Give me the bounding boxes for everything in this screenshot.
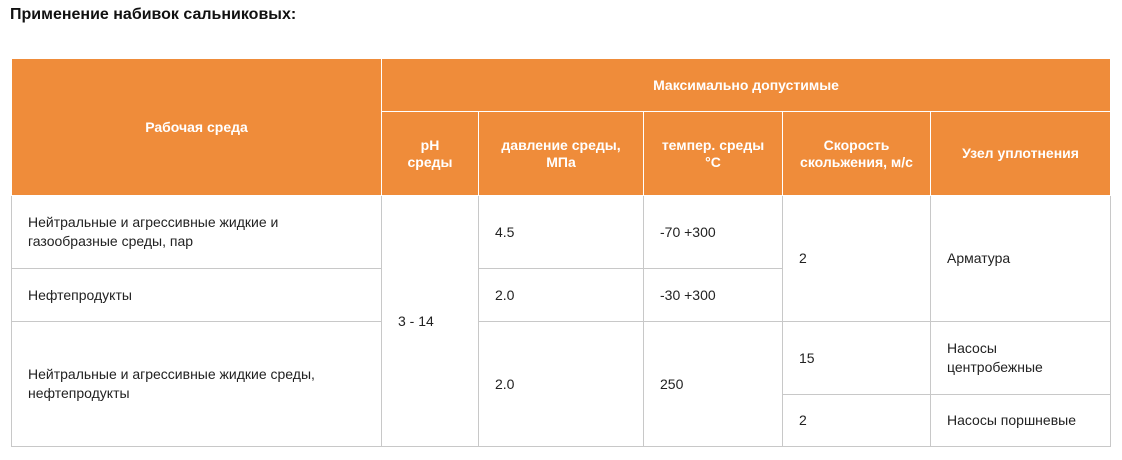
header-sealing-unit: Узел уплотнения — [931, 112, 1111, 196]
cell-temperature: -30 +300 — [644, 269, 783, 322]
cell-pressure: 2.0 — [479, 322, 644, 447]
table-row — [12, 322, 1111, 395]
header-ph: pH среды — [382, 112, 479, 196]
cell-medium: Нейтральные и агрессивные жидкие среды, нефтепродукты — [12, 322, 382, 447]
header-pressure: давление среды, МПа — [479, 112, 644, 196]
cell-sealing-unit: Насосы поршневые — [931, 395, 1111, 447]
cell-temperature: 250 — [644, 322, 783, 447]
cell-sliding-speed: 2 — [783, 395, 931, 447]
cell-sealing-unit: Арматура — [931, 196, 1111, 322]
header-max-allowed: Максимально допустимые — [382, 59, 1111, 112]
page-title: Применение набивок сальниковых: — [10, 6, 297, 23]
cell-sealing-unit: Насосы центробежные — [931, 322, 1111, 395]
header-temperature: темпер. среды °С — [644, 112, 783, 196]
cell-pressure: 4.5 — [479, 196, 644, 269]
packing-application-table — [11, 58, 1111, 447]
table-row — [12, 196, 1111, 269]
cell-ph: 3 - 14 — [382, 196, 479, 447]
cell-temperature: -70 +300 — [644, 196, 783, 269]
header-working-medium: Рабочая среда — [12, 59, 382, 196]
table-header-row — [12, 59, 1111, 112]
cell-sliding-speed: 2 — [783, 196, 931, 322]
cell-pressure: 2.0 — [479, 269, 644, 322]
header-sliding-speed: Скорость скольжения, м/с — [783, 112, 931, 196]
cell-medium: Нефтепродукты — [12, 269, 382, 322]
cell-sliding-speed: 15 — [783, 322, 931, 395]
cell-medium: Нейтральные и агрессивные жидкие и газообразные среды, пар — [12, 196, 382, 269]
